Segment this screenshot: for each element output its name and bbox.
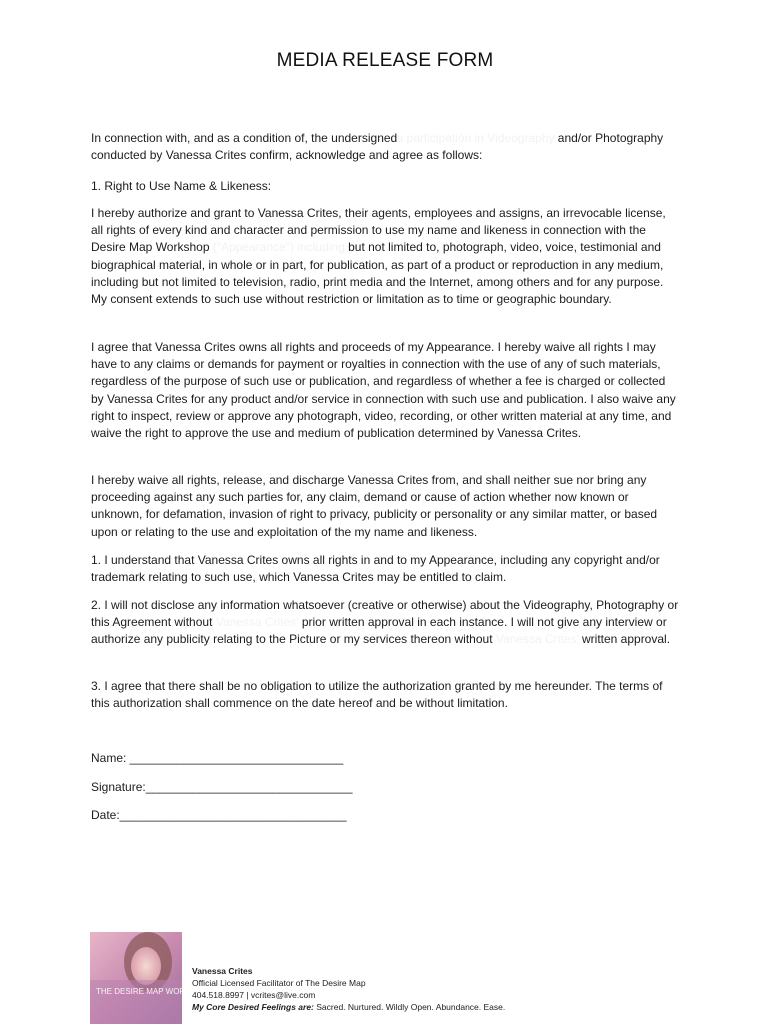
footer-contact: 404.518.8997 | vcrites@live.com — [192, 990, 316, 1000]
likeness-text-start: I hereby authorize and grant to Vanessa Crites, their agents, employees and assigns, an irrevocable license, all rights of every kind and character and permission to use my name and likeness in connection with the Desire Map Workshop — [91, 206, 666, 255]
item-2-paragraph — [91, 597, 681, 649]
item-2-text-start: 2. I will not disclose any information whatsoever (creative or otherwise) about the Videography, Photography or this Agreement without — [91, 598, 679, 630]
item-2-text-middle: prior written approval in each instance. I will not give any interview or authorize any publicity relating to the Picture or my services thereon without — [91, 615, 667, 647]
logo-text: THE DESIRE MAP WORKSHOP — [96, 987, 214, 996]
intro-text-end: and/or Photography conducted by Vanessa Crites confirm, acknowledge and agree as follows: — [91, 131, 664, 163]
item-1-paragraph: 1. I understand that Vanessa Crites owns all rights in and to my Appearance, including any copyright and/or trademark relating to such use, which Vanessa Crites may be entitled to claim. — [91, 553, 660, 585]
desire-map-logo-graphic — [90, 932, 214, 1024]
item-2-faded-text-1: Vanessa Crites' — [215, 615, 299, 630]
intro-faded-text: s participation in Videography — [397, 131, 555, 145]
intro-text-start: In connection with, and as a condition of, the undersigned — [91, 131, 398, 145]
ownership-paragraph: I agree that Vanessa Crites owns all rights and proceeds of my Appearance. I hereby waive all rights I may have to any claims or demands for payment or royalties in connection with the use of any of such materials, regardless of the purpose of such use or publication, and regardless of whether a fee is charged or collected by Vanessa Crites for any product and/or service in connection with such use and publication. I also waive any right to inspect, review or approve any photograph, video, recording, or other written material at any time, and waive the right to approve the use and medium of publication determined by Vanessa Crites. — [91, 340, 676, 441]
footer-feelings-label: My Core Desired Feelings are: — [192, 1002, 314, 1012]
intro-paragraph — [91, 130, 681, 164]
item-2-faded-text-2: Vanessa Crites' — [495, 632, 579, 647]
item-2-text-end: written approval. — [578, 632, 671, 647]
footer-feelings — [192, 1001, 505, 1013]
desire-map-logo-image — [90, 932, 214, 1024]
likeness-paragraph — [91, 205, 681, 308]
item-3-paragraph: 3. I agree that there shall be no obligation to utilize the authorization granted by me hereunder. The terms of this authorization shall commence on the date hereof and be without limitation. — [91, 679, 663, 711]
waiver-paragraph: I hereby waive all rights, release, and discharge Vanessa Crites from, and shall neither sue nor bring any proceeding against any such parties for, any claim, demand or cause of action whether now known or unknown, for defamation, invasion of right to privacy, publicity or personality or any similar matter, or based upon or relating to the use and exploitation of the my name and likeness. — [91, 473, 658, 539]
footer-feelings-text: Sacred. Nurtured. Wildly Open. Abundance. Ease. — [313, 1002, 506, 1012]
footer-name: Vanessa Crites — [192, 966, 253, 976]
page-title: MEDIA RELEASE FORM — [276, 50, 494, 71]
date-field[interactable]: Date:__________________________________ — [91, 808, 347, 822]
name-field[interactable]: Name: ________________________________ — [91, 751, 344, 765]
signature-field[interactable]: Signature:_______________________________ — [91, 780, 353, 794]
footer-role: Official Licensed Facilitator of The Desire Map — [192, 978, 366, 988]
footer-contact-block — [192, 965, 505, 1013]
likeness-faded-text: ("Appearance") including — [212, 240, 345, 255]
likeness-text-end: but not limited to, photograph, video, voice, testimonial and biographical material, in whole or in part, for publication, as part of a product or reproduction in any medium, including but not limited to television, radio, print media and the Internet, among others and for any purpose. My consent extends to such use without restriction or limitation as to time or geographic boundary. — [91, 240, 664, 307]
section-heading: 1. Right to Use Name & Likeness: — [91, 179, 272, 193]
